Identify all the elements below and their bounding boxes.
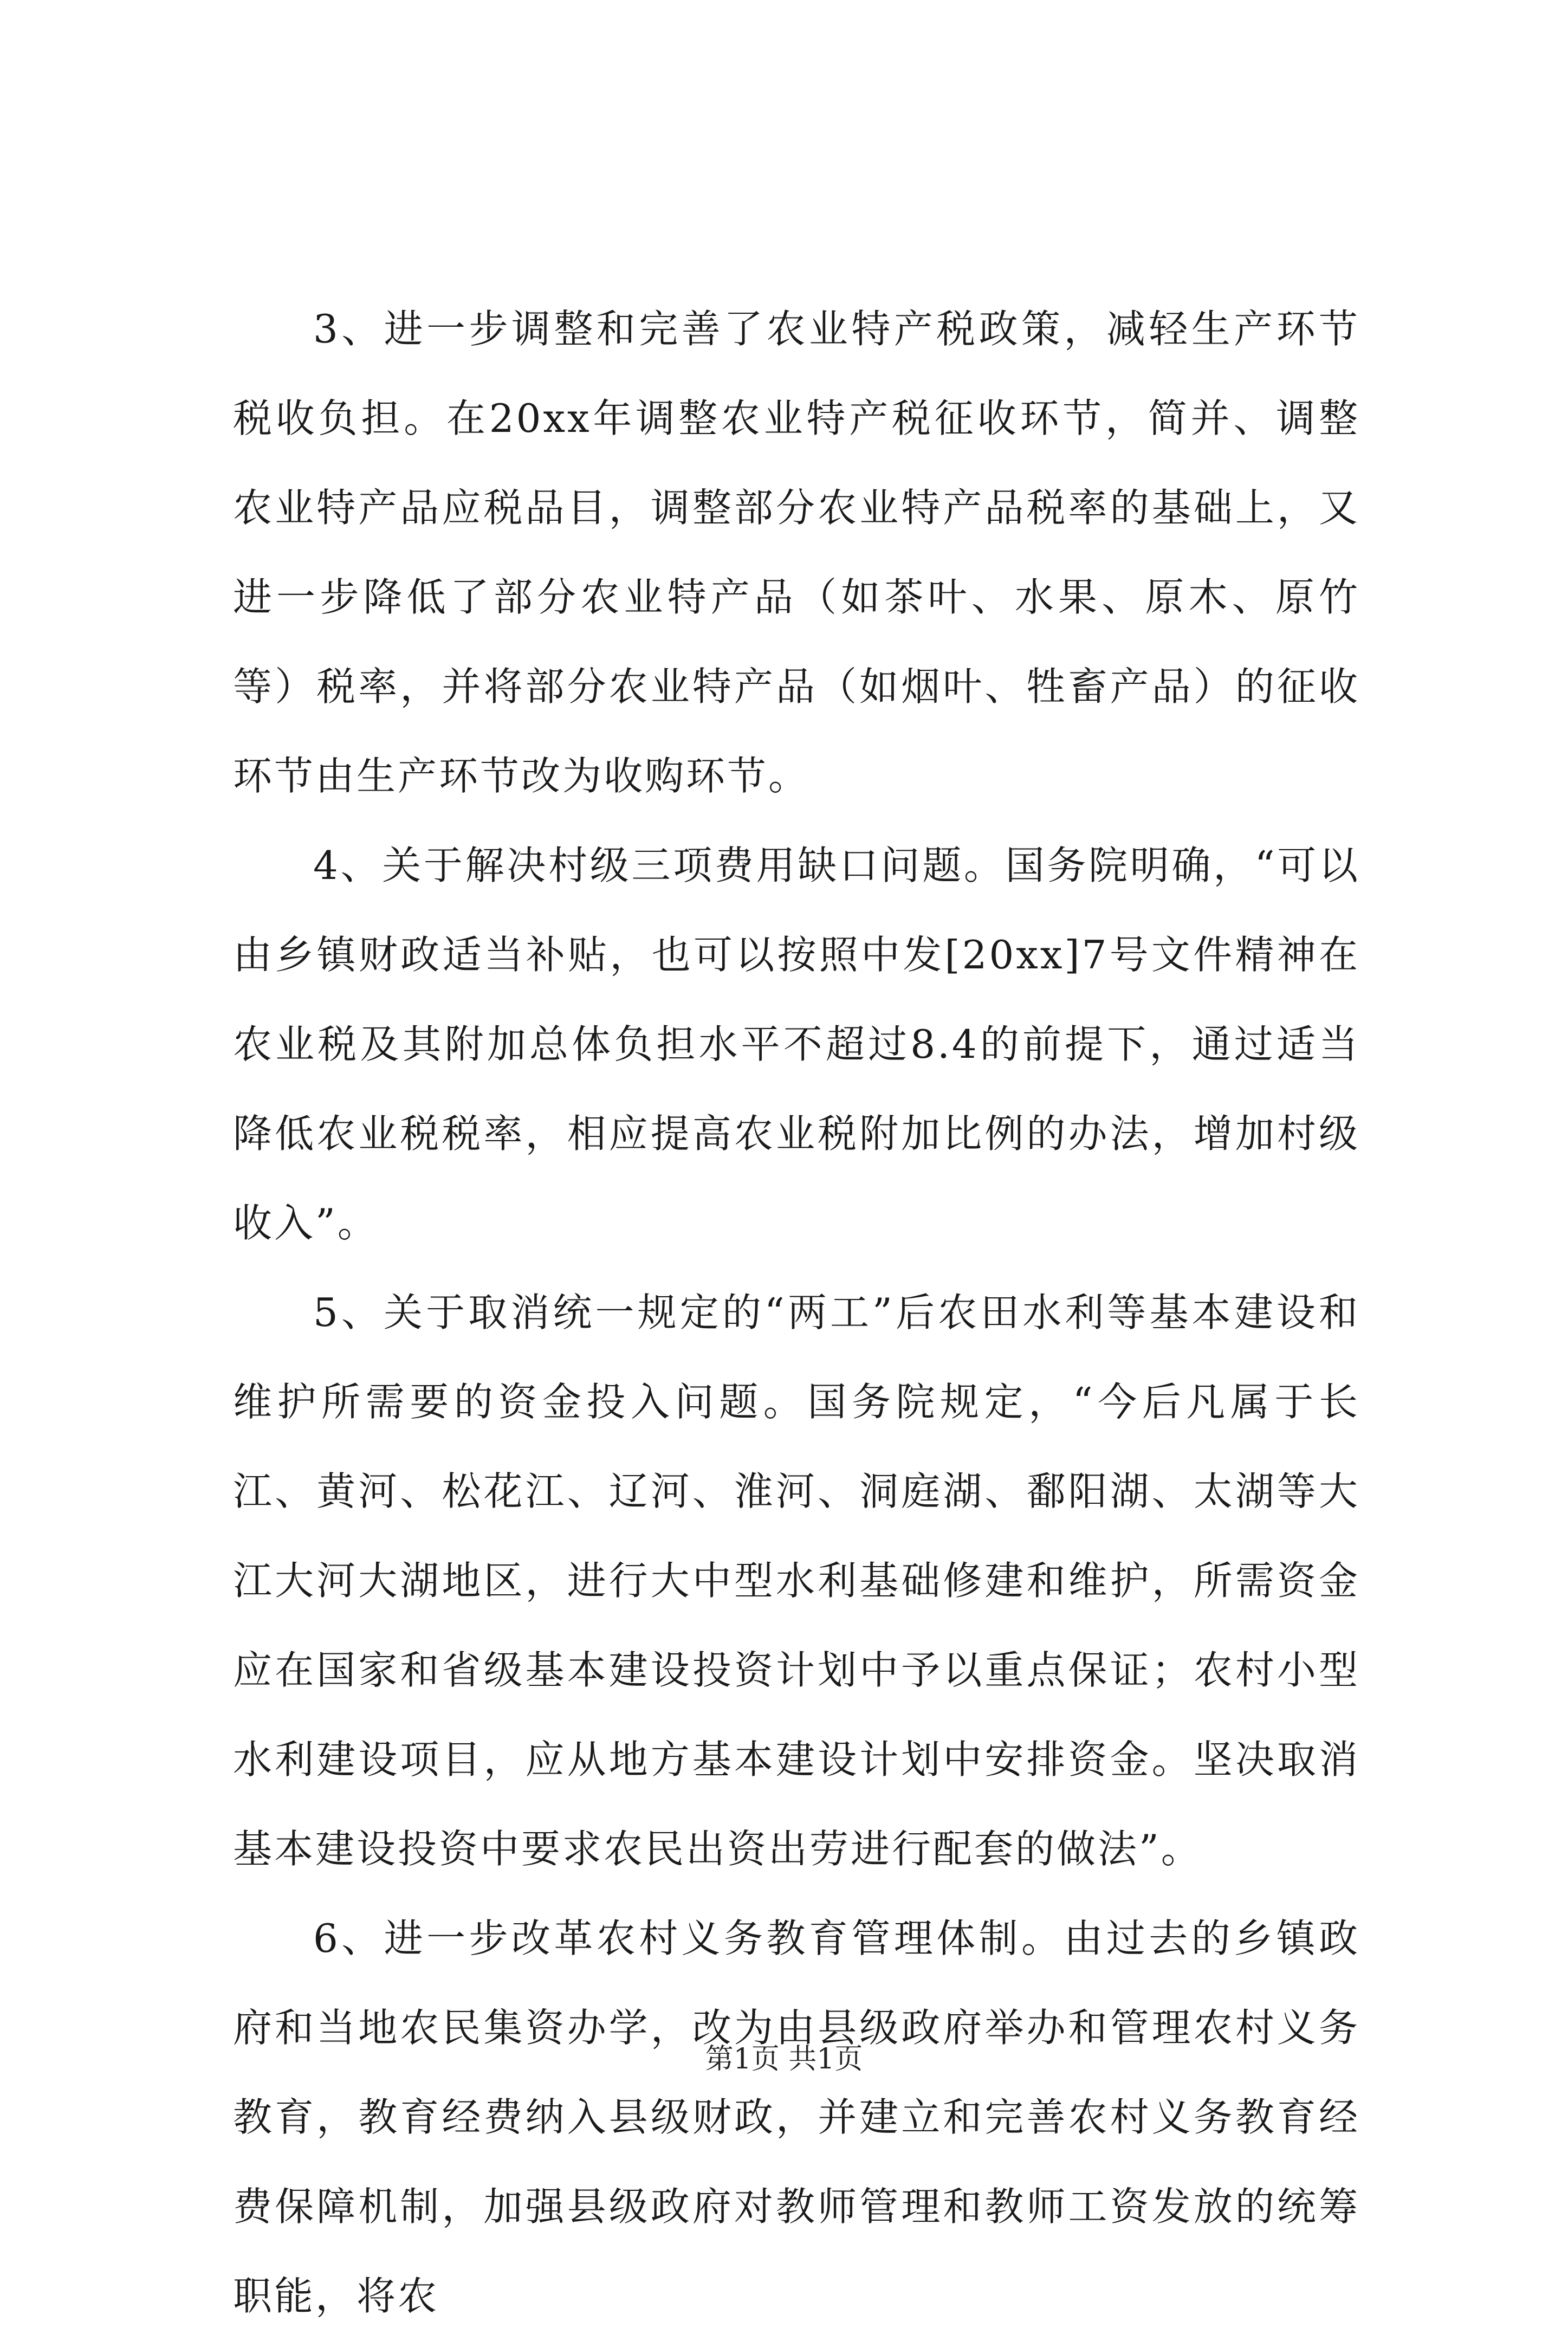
paragraph-4: 4、关于解决村级三项费用缺口问题。国务院明确，“可以由乡镇财政适当补贴，也可以按照中发[20xx]7号文件精神在农业税及其附加总体负担水平不超过8.4的前提下，通过适当降低农业税税率，相应提高农业税附加比例的办法，增加村级收入”。 [233, 843, 1360, 1246]
paragraph-3: 3、进一步调整和完善了农业特产税政策，减轻生产环节税收负担。在20xx年调整农业特产税征收环节，简并、调整农业特产品应税品目，调整部分农业特产品税率的基础上，又进一步降低了部分农业特产品（如茶叶、水果、原木、原竹等）税率，并将部分农业特产品（如烟叶、牲畜产品）的征收环节由生产环节改为收购环节。 [233, 306, 1360, 799]
document-body [233, 284, 1360, 2341]
paragraph-5: 5、关于取消统一规定的“两工”后农田水利等基本建设和维护所需要的资金投入问题。国务院规定，“今后凡属于长江、黄河、松花江、辽河、淮河、洞庭湖、鄱阳湖、太湖等大江大河大湖地区，进行大中型水利基础修建和维护，所需资金应在国家和省级基本建设投资计划中予以重点保证；农村小型水利建设项目，应从地方基本建设计划中安排资金。坚决取消基本建设投资中要求农民出资出劳进行配套的做法”。 [233, 1290, 1360, 1872]
paragraph-6: 6、进一步改革农村义务教育管理体制。由过去的乡镇政府和当地农民集资办学，改为由县级政府举办和管理农村义务教育，教育经费纳入县级财政，并建立和完善农村义务教育经费保障机制，加强县级政府对教师管理和教师工资发放的统筹职能，将农 [233, 1916, 1360, 2319]
page-footer: 第1页 共1页 [705, 2043, 863, 2075]
